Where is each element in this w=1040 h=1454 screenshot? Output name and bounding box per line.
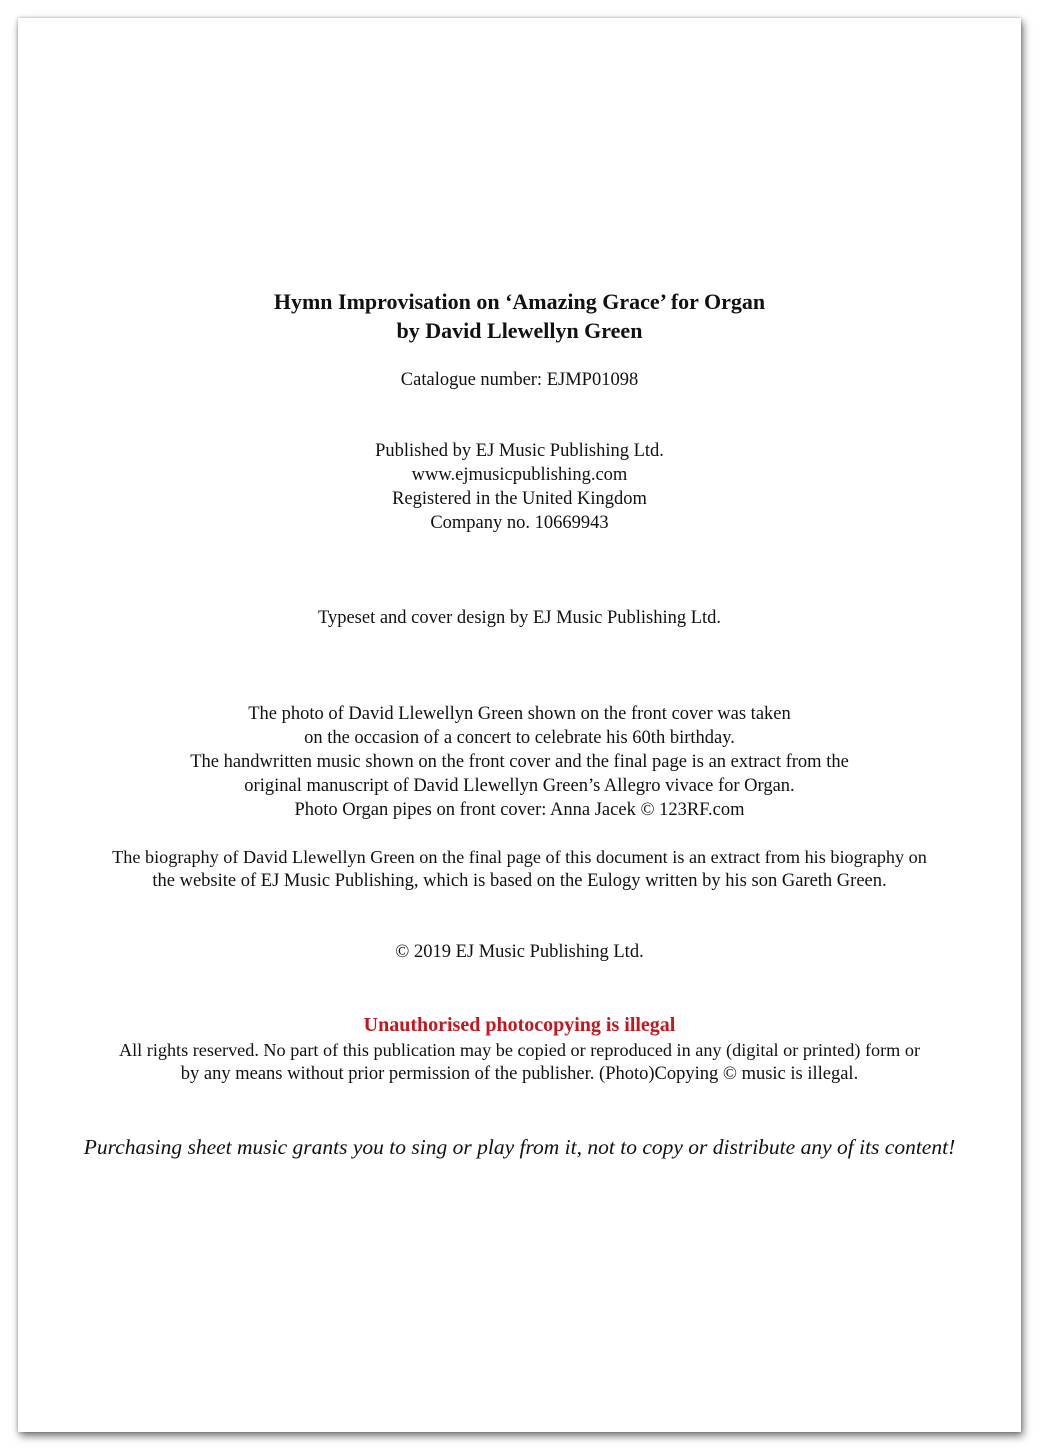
credits-line: The handwritten music shown on the front cover and the final page is an extract from the xyxy=(190,752,849,772)
publisher-line: Published by EJ Music Publishing Ltd. xyxy=(375,441,664,461)
credits-line: Photo Organ pipes on front cover: Anna Jacek © 123RF.com xyxy=(294,800,745,820)
publisher-company-number: Company no. 10669943 xyxy=(430,513,609,533)
page-subtitle-author: by David Llewellyn Green xyxy=(396,318,643,343)
publisher-website: www.ejmusicpublishing.com xyxy=(411,465,628,485)
publisher-registration: Registered in the United Kingdom xyxy=(392,489,647,509)
purchase-notice: Purchasing sheet music grants you to sing or play from it, not to copy or distribute any of its content! xyxy=(83,1135,956,1159)
biography-note: The biography of David Llewellyn Green on the final page of this document is an extract from his biography on xyxy=(112,847,927,867)
credits-line: original manuscript of David Llewellyn Green’s Allegro vivace for Organ. xyxy=(244,776,795,796)
rights-reserved-text: All rights reserved. No part of this publication may be copied or reproduced in any (digital or printed) form or xyxy=(118,1040,921,1060)
typeset-credit: Typeset and cover design by EJ Music Publishing Ltd. xyxy=(317,608,722,628)
warning-heading: Unauthorised photocopying is illegal xyxy=(363,1014,676,1036)
credits-line: on the occasion of a concert to celebrate his 60th birthday. xyxy=(304,728,735,748)
rights-reserved-text: by any means without prior permission of the publisher. (Photo)Copying © music is illegal. xyxy=(180,1064,859,1084)
document-page xyxy=(18,18,1021,1432)
credits-line: The photo of David Llewellyn Green shown on the front cover was taken xyxy=(248,704,791,724)
catalogue-number: Catalogue number: EJMP01098 xyxy=(400,370,639,390)
page-title: Hymn Improvisation on ‘Amazing Grace’ for Organ xyxy=(273,289,766,314)
biography-note: the website of EJ Music Publishing, which is based on the Eulogy written by his son Gareth Green. xyxy=(152,871,887,891)
copyright-notice: © 2019 EJ Music Publishing Ltd. xyxy=(395,942,644,962)
